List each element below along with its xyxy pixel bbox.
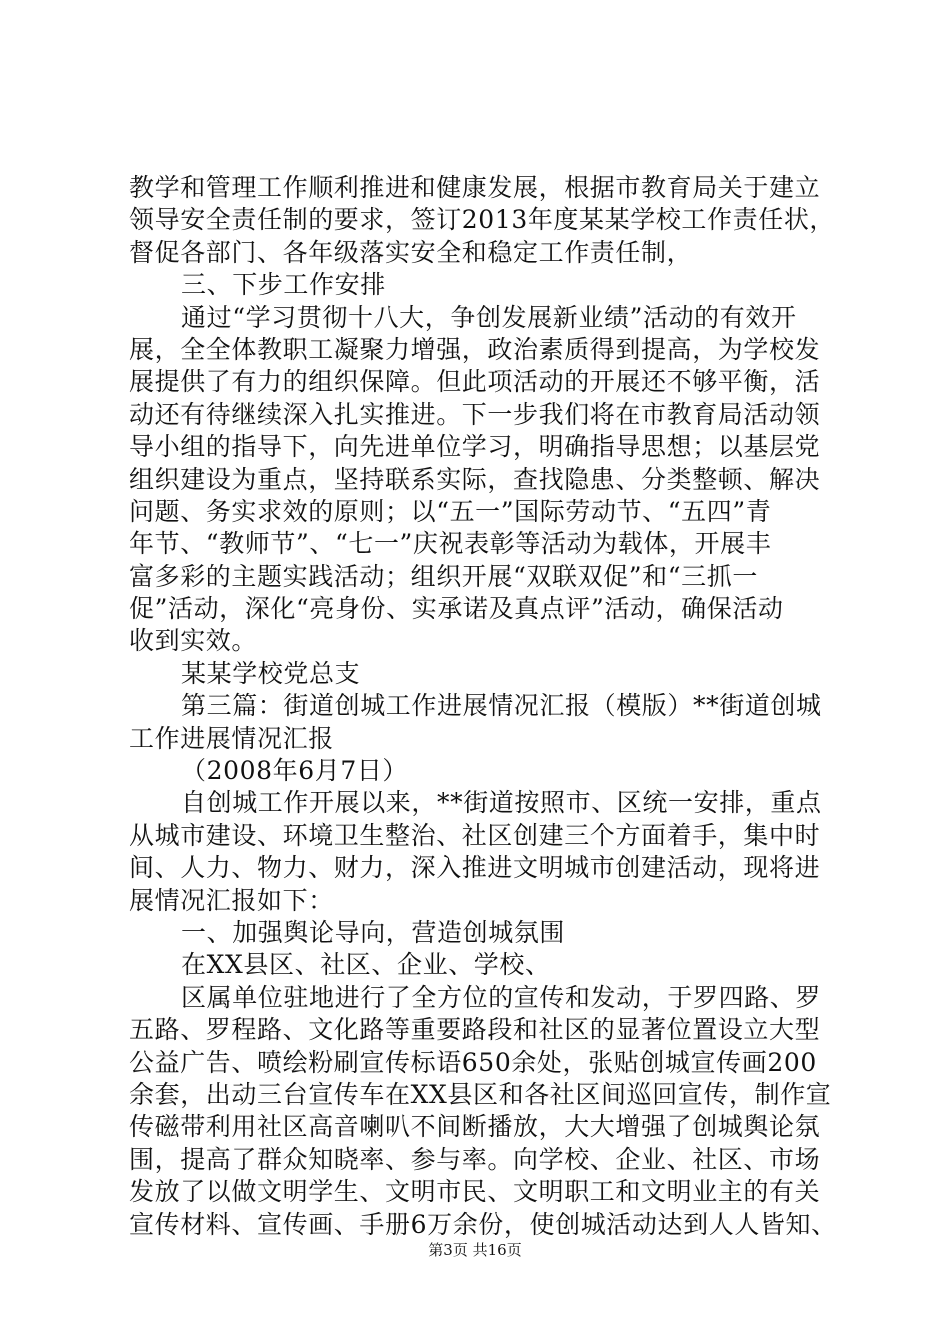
text-line: 富多彩的主题实践活动；组织开展“双联双促”和“三抓一 <box>129 561 758 591</box>
text-line: 传磁带利用社区高音喇叭不间断播放，大大增强了创城舆论氛 <box>129 1112 821 1142</box>
text-line: 发放了以做文明学生、文明市民、文明职工和文明业主的有关 <box>129 1177 821 1207</box>
text-line: 第三篇：街道创城工作进展情况汇报（模版）**街道创城 <box>181 691 822 721</box>
text-line: 间、人力、物力、财力，深入推进文明城市创建活动，现将进 <box>129 853 821 883</box>
text-line: 导小组的指导下，向先进单位学习，明确指导思想；以基层党 <box>129 432 821 462</box>
text-line: 宣传材料、宣传画、手册6万余份，使创城活动达到人人皆知、 <box>129 1209 837 1239</box>
text-line: 某某学校党总支 <box>181 658 361 688</box>
text-line: 在XX县区、社区、企业、学校、 <box>181 950 551 980</box>
text-line: 督促各部门、各年级落实安全和稳定工作责任制， <box>129 237 693 267</box>
document-body <box>129 172 837 1241</box>
text-line: 动还有待继续深入扎实推进。下一步我们将在市教育局活动领 <box>129 399 821 429</box>
text-line: 围，提高了群众知晓率、参与率。向学校、企业、社区、市场 <box>129 1144 821 1174</box>
page-footer: 第3页 共16页 <box>428 1241 522 1259</box>
text-line: （2008年6月7日） <box>181 756 409 786</box>
text-line: 区属单位驻地进行了全方位的宣传和发动，于罗四路、罗 <box>181 982 822 1012</box>
text-line: 展，全全体教职工凝聚力增强，政治素质得到提高，为学校发 <box>129 334 821 364</box>
text-line: 展情况汇报如下： <box>129 885 334 915</box>
text-line: 教学和管理工作顺利推进和健康发展，根据市教育局关于建立 <box>129 173 821 202</box>
text-line: 组织建设为重点，坚持联系实际，查找隐患、分类整顿、解决 <box>129 464 821 494</box>
text-line: 余套，出动三台宣传车在XX县区和各社区间巡回宣传，制作宣 <box>129 1079 832 1109</box>
text-line: 通过“学习贯彻十八大，争创发展新业绩”活动的有效开 <box>181 302 797 332</box>
text-line: 收到实效。 <box>129 626 258 656</box>
text-line: 一、加强舆论导向，营造创城氛围 <box>181 917 566 947</box>
text-line: 年节、“教师节”、“七一”庆祝表彰等活动为载体，开展丰 <box>129 529 772 559</box>
text-line: 三、下步工作安排 <box>181 270 386 300</box>
text-line: 从城市建设、环境卫生整治、社区创建三个方面着手，集中时 <box>129 820 821 850</box>
text-line: 促”活动，深化“亮身份、实承诺及真点评”活动，确保活动 <box>129 594 784 624</box>
text-line: 工作进展情况汇报 <box>129 723 334 753</box>
text-line: 展提供了有力的组织保障。但此项活动的开展还不够平衡，活 <box>129 367 821 397</box>
text-line: 自创城工作开展以来，**街道按照市、区统一安排，重点 <box>181 788 822 818</box>
text-line: 领导安全责任制的要求，签订2013年度某某学校工作责任状， <box>129 205 836 235</box>
text-line: 五路、罗程路、文化路等重要路段和社区的显著位置设立大型 <box>129 1015 821 1045</box>
text-line: 问题、务实求效的原则；以“五一”国际劳动节、“五四”青 <box>129 496 772 526</box>
text-line: 公益广告、喷绘粉刷宣传标语650余处，张贴创城宣传画200 <box>129 1047 817 1077</box>
